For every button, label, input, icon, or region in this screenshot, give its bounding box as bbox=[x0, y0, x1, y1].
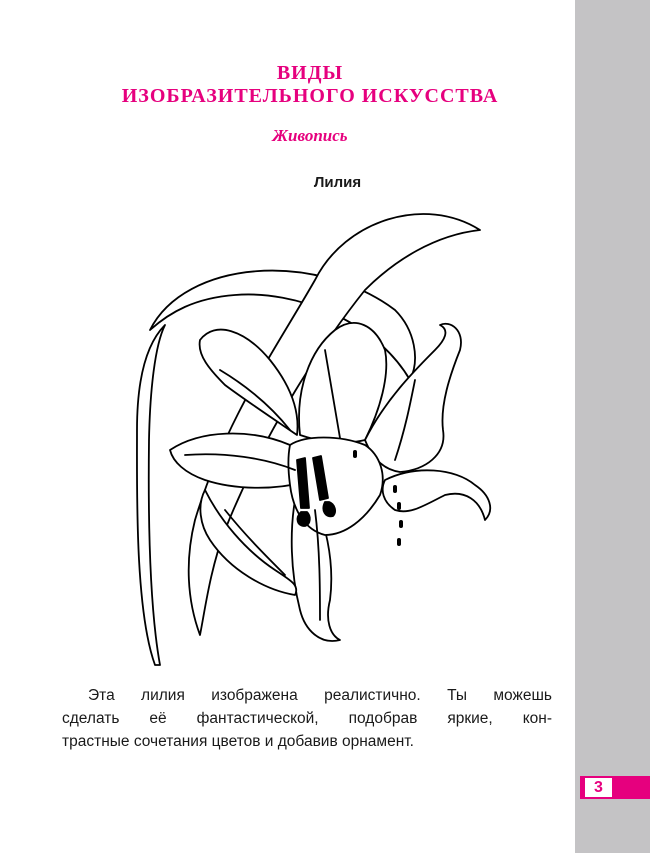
petal-lower-right bbox=[383, 470, 491, 520]
page-number: 3 bbox=[585, 778, 612, 797]
heading-line-2: ИЗОБРАЗИТЕЛЬНОГО ИСКУССТВА bbox=[121, 85, 499, 107]
body-line-2: сделать её фантастической, подобрав яркие, кон- bbox=[62, 710, 552, 727]
body-line-3: трастные сочетания цветов и добавив орнамент. bbox=[62, 733, 414, 750]
lily-illustration bbox=[125, 190, 505, 670]
heading-line-1: ВИДЫ bbox=[276, 62, 344, 84]
petal-bottom-left bbox=[200, 490, 296, 595]
subheading: Живопись bbox=[272, 126, 348, 145]
stem bbox=[137, 325, 165, 665]
body-line-1: Эта лилия изображена реалистично. Ты можешь bbox=[88, 687, 552, 704]
side-strip bbox=[575, 0, 650, 853]
picture-title: Лилия bbox=[313, 174, 362, 191]
body-paragraph bbox=[62, 684, 552, 753]
